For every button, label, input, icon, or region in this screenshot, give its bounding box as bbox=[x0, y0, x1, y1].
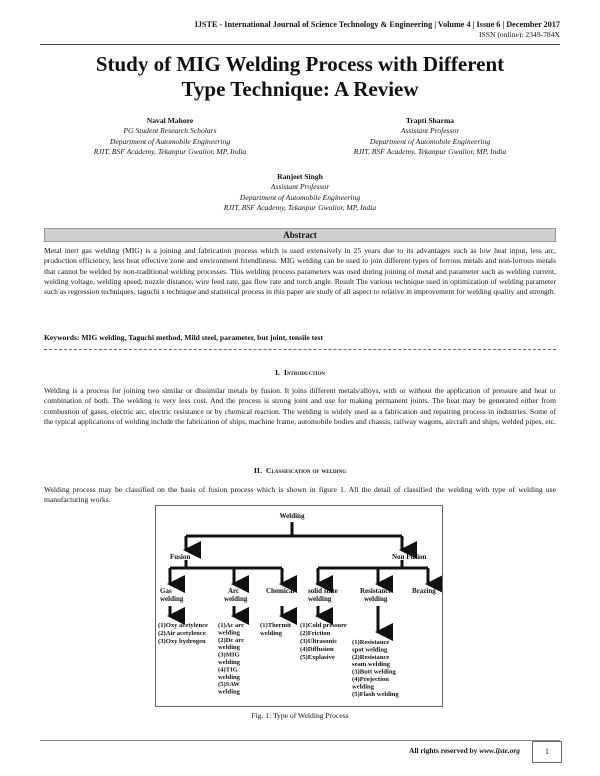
solid-item-0: (1)Cold pressure bbox=[300, 622, 347, 629]
section-2-number: II. bbox=[253, 466, 262, 475]
header-rule bbox=[40, 44, 560, 45]
arc-item-3: welding bbox=[218, 644, 240, 652]
resist-item-2: (2)Resistance bbox=[352, 653, 390, 661]
section-1-title: Introduction bbox=[283, 368, 325, 377]
abstract-text: Metal inert gas welding (MIG) is a joining and fabrication process which is used extensively in 25 years due to its advantages such as low heat input, less arc, production efficiency, less heat effective zone and environment friendliness. MIG welding can be used to join different types of ferrous metals and non-ferrous metals that cannot be welded by non-traditional welding processes. This welding process parameters was used during joining of metal and parameter such as welding current, welding voltage, welding speed, nozzle distance, wire feed rate, gas flow rate and torch angle. Result The various technique used in optimization of welding parameter such as regression techniques, taguchi s technique and statistical process in this paper are study of all aspect to relative in improvement for welding quality and strength. bbox=[44, 246, 556, 297]
diagram-solid-1: solid state bbox=[308, 587, 338, 595]
page-number: 1 bbox=[532, 741, 562, 763]
diagram-gas-1: Gas bbox=[160, 587, 172, 595]
arc-item-7: welding bbox=[218, 673, 240, 681]
footer-site-link[interactable]: www.ijste.org bbox=[479, 746, 520, 755]
resist-item-3: seam welding bbox=[352, 661, 390, 669]
journal-header: IJSTE - International Journal of Science Technology & Engineering | Volume 4 | Issue 6 | December 2017 bbox=[194, 20, 560, 29]
gas-item-0: (1)Oxy acetylence bbox=[158, 622, 208, 629]
author-1-dept: Department of Automobile Engineering bbox=[109, 136, 231, 146]
author-3-role: Assistant Professor bbox=[270, 182, 330, 192]
solid-list bbox=[300, 622, 347, 661]
arc-item-6: (4)TIG bbox=[218, 666, 238, 674]
author-2-dept: Department of Automobile Engineering bbox=[369, 136, 491, 146]
arc-item-1: welding bbox=[218, 629, 240, 637]
section-2-title: Classification of welding bbox=[265, 466, 347, 475]
diagram-svg bbox=[156, 506, 442, 706]
arc-list bbox=[218, 622, 244, 696]
section-1-heading bbox=[44, 368, 556, 378]
intro-paragraph: Welding is a process for joining two similar or dissimilar metals by fusion. It joins different metals/alloys, with or without the application of pressure and heat or combination of both. The welding is very less cost. And the process is strong joint and use for making permanent joints. The heat may be generated either from combustion of gases, electric arc, electric resistance or by chemical reaction. The welding is widely used as a fabrication and repairing process in industries. Some of the typical applications of welding include the fabrication of ships, machine frame, automobile bodies and chassis, railway wagons, aircraft and ships, welded pipes, etc. bbox=[44, 386, 557, 426]
author-1-affil: RJIT, BSF Academy, Tekanpur Gwalior, MP, India bbox=[93, 146, 247, 156]
arc-item-9: welding bbox=[218, 688, 240, 696]
section-1-number: I. bbox=[275, 368, 280, 377]
welding-classification-diagram bbox=[155, 505, 443, 707]
section-2-heading bbox=[44, 466, 556, 476]
author-2 bbox=[320, 116, 540, 157]
gas-item-2: (3)Oxy hydrogen bbox=[158, 638, 206, 645]
issn-line: ISSN (online): 2349-784X bbox=[479, 30, 560, 39]
abstract-rule bbox=[44, 349, 556, 350]
arc-item-8: (5)SAW bbox=[218, 681, 240, 689]
resist-list bbox=[352, 639, 399, 698]
diagram-resistance-1: Resistance bbox=[360, 587, 392, 595]
diagram-gas-2: welding bbox=[160, 595, 184, 603]
footer-rule bbox=[40, 740, 560, 741]
diagram-fusion: Fusion bbox=[170, 553, 191, 561]
author-2-name: Trapti Sharma bbox=[405, 116, 455, 125]
solid-item-3: (4)Diffusion bbox=[300, 646, 334, 653]
arc-item-2: (2)Dc arc bbox=[218, 636, 245, 644]
diagram-arc-2: welding bbox=[224, 595, 248, 603]
footer-rights-text: All rights reserved by bbox=[409, 746, 478, 755]
author-3-affil: RJIT, BSF Academy, Tekanpur Gwalior, MP, India bbox=[223, 202, 377, 212]
author-1-role: PG Student Research Scholars bbox=[123, 126, 217, 136]
title-line-2: Type Technique: A Review bbox=[181, 77, 419, 101]
author-1-name: Naval Mahore bbox=[146, 116, 194, 125]
resist-item-4: (3)Butt welding bbox=[352, 668, 396, 676]
resist-item-5: (4)Projection bbox=[352, 676, 389, 683]
diagram-root: Welding bbox=[279, 512, 305, 520]
arc-item-4: (3)MIG bbox=[218, 651, 240, 659]
resist-item-7: (5)Flash welding bbox=[352, 690, 399, 698]
solid-item-2: (3)Ultrasonic bbox=[300, 638, 337, 645]
solid-item-1: (2)Friction bbox=[300, 630, 331, 637]
author-3-name: Ranjeet Singh bbox=[277, 172, 323, 181]
chem-item-1: welding bbox=[260, 630, 282, 637]
footer-rights bbox=[360, 746, 520, 756]
gas-item-1: (2)Air acetylence bbox=[158, 630, 206, 637]
author-2-affil: RJIT, BSF Academy, Tekanpur Gwalior, MP, India bbox=[353, 146, 507, 156]
arc-item-5: welding bbox=[218, 659, 240, 666]
figure-caption: Fig. 1: Type of Welding Process bbox=[251, 711, 349, 720]
diagram-chemical: Chemical bbox=[266, 587, 295, 595]
resist-item-1: spot welding bbox=[352, 646, 388, 654]
chem-item-0: (1)Thermit bbox=[260, 622, 292, 629]
chem-list bbox=[260, 622, 292, 637]
title-line-1: Study of MIG Welding Process with Different bbox=[95, 52, 505, 76]
diagram-non-fusion: Non Fusion bbox=[392, 553, 427, 561]
diagram-brazing: Brazing bbox=[412, 587, 436, 595]
author-2-role: Assistant Professor bbox=[400, 126, 460, 136]
author-3 bbox=[190, 172, 410, 213]
diagram-solid-2: welding bbox=[308, 595, 332, 603]
diagram-resistance-2: welding bbox=[364, 595, 388, 603]
author-1 bbox=[60, 116, 280, 157]
paper-title bbox=[40, 52, 560, 102]
resist-item-0: (1)Resistance bbox=[352, 639, 390, 646]
solid-item-4: (5)Explasive bbox=[300, 654, 335, 661]
keywords-line: Keywords: MIG welding, Taguchi method, Mild steel, parameter, but joint, tensile test bbox=[44, 333, 323, 342]
author-3-dept: Department of Automobile Engineering bbox=[239, 192, 361, 202]
gas-list bbox=[158, 622, 208, 645]
resist-item-6: welding bbox=[352, 683, 374, 691]
classification-paragraph: Welding process may be classified on the basis of fusion process which is shown in figure 1. All the detail of classified the welding with type of welding use manufacturing works. bbox=[44, 485, 556, 505]
diagram-arc-1: Arc bbox=[228, 587, 240, 595]
arc-item-0: (1)Ac arc bbox=[218, 622, 245, 629]
abstract-heading: Abstract bbox=[44, 228, 556, 242]
